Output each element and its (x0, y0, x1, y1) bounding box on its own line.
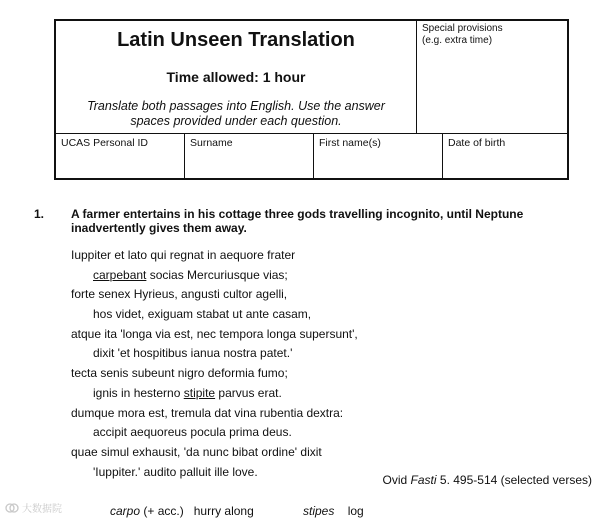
poem-line-text: atque ita 'longa via est, nec tempora longa supersunt', (71, 326, 358, 341)
gloss-meaning: log (347, 504, 364, 518)
poem-line-text: hos videt, exiguam stabat ut ante casam, (93, 307, 312, 322)
poem-line (71, 307, 358, 327)
date-of-birth-field: Date of birth (448, 137, 506, 149)
poem-line (71, 346, 358, 366)
source-citation (383, 473, 592, 487)
poem-line-text: parvus erat. (215, 385, 282, 400)
poem-line-text: socias Mercuriusque vias; (146, 267, 288, 282)
question-prompt: A farmer entertains in his cottage three gods travelling incognito, until Neptune inadvertently gives them away. (71, 207, 524, 235)
ucas-id-field: UCAS Personal ID (56, 134, 185, 180)
exam-header-box (54, 19, 569, 180)
gloss-term: carpo (110, 504, 141, 518)
poem-line-text: ignis in hesterno (93, 385, 184, 400)
special-provisions-cell (417, 21, 567, 134)
poem-line-text: dixit 'et hospitibus ianua nostra patet.' (93, 346, 293, 361)
poem-line (71, 366, 358, 386)
poem-line-text: accipit aequoreus pocula prima deus. (93, 425, 292, 440)
watermark-text: 大数据院 (22, 504, 62, 515)
poem-line-text: Iuppiter et lato qui regnat in aequore frater (71, 248, 296, 262)
poem-line (71, 465, 358, 485)
watermark (5, 500, 62, 515)
poem-line (71, 445, 358, 465)
special-provisions-label: Special provisions (422, 23, 503, 34)
poem-line (71, 327, 358, 347)
first-names-field: First name(s) (314, 134, 443, 180)
candidate-fields-row (56, 134, 567, 180)
surname-field: Surname (185, 134, 314, 180)
poem-line-text: dumque mora est, tremula dat vina rubentia dextra: (71, 405, 344, 420)
instructions: Translate both passages into English. Use the answer spaces provided under each question. (87, 99, 385, 128)
poem-line-text: forte senex Hyrieus, angusti cultor agelli, (71, 287, 288, 302)
question-number: 1. (34, 207, 45, 221)
poem-line-text: 'Iuppiter.' audito palluit ille love. (93, 464, 258, 479)
poem-line (71, 386, 358, 406)
poem-line-text: tecta senis subeunt nigro deformia fumo; (71, 366, 288, 381)
page-title: Latin Unseen Translation (117, 29, 355, 51)
title-cell (56, 21, 417, 134)
glossed-word: stipite (183, 385, 216, 400)
gloss-term: stipes (303, 504, 335, 518)
latin-passage (71, 248, 358, 484)
gloss-entry (303, 504, 364, 518)
poem-line (71, 406, 358, 426)
gloss-note: (+ acc.) (143, 504, 184, 518)
gloss-meaning: hurry along (193, 504, 254, 518)
citation-work: Fasti (410, 473, 437, 487)
watermark-logo-icon (5, 501, 19, 515)
poem-line-text: quae simul exhausit, 'da nunc bibat ordine' dixit (71, 444, 322, 459)
poem-line (71, 268, 358, 288)
gloss-entry (110, 504, 254, 518)
poem-line (71, 248, 358, 268)
special-provisions-example: (e.g. extra time) (422, 35, 493, 46)
glossed-word: carpebant (93, 267, 147, 282)
poem-line (71, 287, 358, 307)
citation-author: Ovid (382, 473, 408, 487)
time-allowed: Time allowed: 1 hour (166, 69, 306, 85)
citation-reference: 5. 495-514 (selected verses) (439, 473, 592, 487)
poem-line (71, 425, 358, 445)
